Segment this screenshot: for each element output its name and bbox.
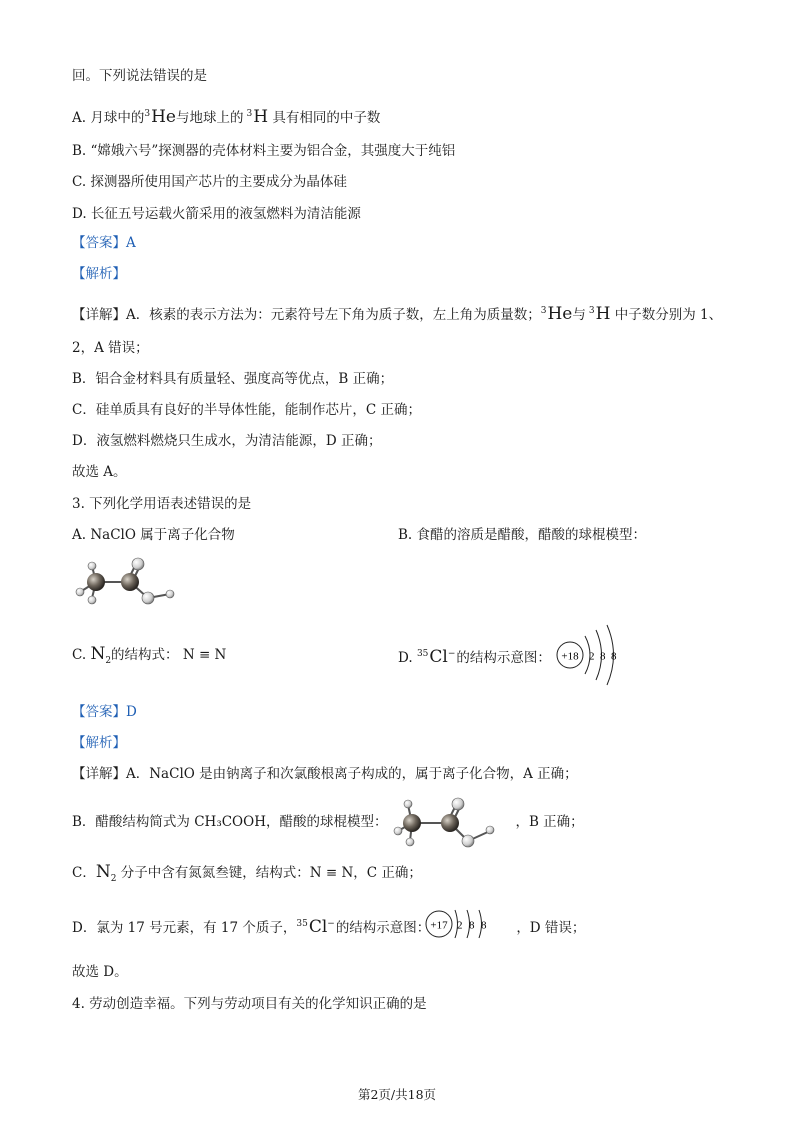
detail-d: D．液氢燃料燃烧只生成水，为清洁能源，D 正确； xyxy=(72,433,382,449)
acetic-acid-model-2 xyxy=(392,795,507,850)
analysis-label: 【解析】 xyxy=(72,266,126,282)
detail3-a: 【详解】A．NaClO 是由钠离子和次氯酸根离子构成的，属于离子化合物，A 正确； xyxy=(72,766,578,782)
detail3-d-prefix: D．氯为 17 号元素，有 17 个质子， xyxy=(72,920,297,936)
he-mass: 3 xyxy=(144,109,151,119)
h-symbol: H xyxy=(595,304,611,324)
detail-a-prefix: 【详解】A．核素的表示方法为：元素符号左下角为质子数，左上角为质量数； xyxy=(72,307,541,323)
cl-symbol: Cl xyxy=(308,917,328,937)
q3-option-d xyxy=(398,644,551,668)
page-footer: 第2页/共18页 xyxy=(357,1087,437,1102)
q3-option-c xyxy=(72,644,226,671)
n2-subscript: 2 xyxy=(110,874,117,884)
cl-mass: 35 xyxy=(296,919,308,929)
detail3-d-mid: 的结构示意图： xyxy=(335,920,431,936)
detail3-c xyxy=(72,862,422,889)
option-b: B. “嫦娥六号”探测器的壳体材料主要为铝合金，其强度大于纯铝 xyxy=(72,143,456,159)
detail3-d-suffix: ，D 错误； xyxy=(516,920,586,936)
he-mass: 3 xyxy=(540,306,547,316)
option-c: C. 探测器所使用国产芯片的主要成分为晶体硅 xyxy=(72,174,347,190)
shell-3-count: 8 xyxy=(481,919,487,932)
answer-label: 【答案】A xyxy=(72,235,136,251)
shell-1-count: 2 xyxy=(589,650,595,663)
n2-symbol: N xyxy=(90,644,106,664)
q3d-suffix: 的结构示意图： xyxy=(456,650,551,666)
q3c-prefix: C. xyxy=(72,647,91,663)
text-line: 回。下列说法错误的是 xyxy=(72,68,207,84)
he-symbol: He xyxy=(151,107,176,127)
nucleus-label: +17 xyxy=(430,919,448,932)
question-3: 3. 下列化学用语表述错误的是 xyxy=(72,496,252,512)
detail-a-line2: 2，A 错误； xyxy=(72,340,149,356)
q3c-mid: 的结构式： xyxy=(111,647,179,663)
q3d-prefix: D. xyxy=(398,650,417,666)
conclusion-3: 故选 D。 xyxy=(72,964,128,980)
h-mass: 3 xyxy=(588,306,595,316)
shell-2-count: 8 xyxy=(600,650,606,663)
ion-diagram-wrong xyxy=(555,622,625,688)
shell-1-count: 2 xyxy=(457,919,463,932)
conclusion: 故选 A。 xyxy=(72,464,127,480)
he-symbol: He xyxy=(547,304,573,324)
question-4: 4. 劳动创造幸福。下列与劳动项目有关的化学知识正确的是 xyxy=(72,996,427,1012)
shell-2-count: 8 xyxy=(469,919,475,932)
option-a-mid: 与地球上的 xyxy=(175,110,244,126)
analysis-label-3: 【解析】 xyxy=(72,735,126,751)
h-symbol: H xyxy=(253,107,269,127)
q3-option-a: A. NaClO 属于离子化合物 xyxy=(72,527,235,543)
q3-option-b: B. 食醋的溶质是醋酸，醋酸的球棍模型： xyxy=(398,527,647,543)
detail3-c-suffix: ，C 正确； xyxy=(353,865,422,881)
cl-charge: − xyxy=(447,649,456,659)
detail3-b-prefix: B．醋酸结构简式为 CH₃COOH，醋酸的球棍模型： xyxy=(72,814,388,830)
n2-structural-formula: N ≡ N xyxy=(182,647,227,663)
detail3-c-prefix: C． xyxy=(72,865,96,881)
detail-c: C．硅单质具有良好的半导体性能，能制作芯片，C 正确； xyxy=(72,402,421,418)
nucleus-label: +18 xyxy=(561,650,579,663)
n2-structural-formula: N ≡ N xyxy=(309,865,354,881)
detail3-d xyxy=(72,914,585,938)
answer-label-3: 【答案】D xyxy=(72,704,137,720)
option-d: D. 长征五号运载火箭采用的液氢燃料为清洁能源 xyxy=(72,206,361,222)
n2-subscript: 2 xyxy=(105,656,112,666)
cl-mass: 35 xyxy=(416,649,429,659)
h-mass: 3 xyxy=(246,109,253,119)
detail-a-mid: 与 xyxy=(572,307,586,323)
detail-b: B．铝合金材料具有质量轻、强度高等优点，B 正确； xyxy=(72,371,394,387)
n2-symbol: N xyxy=(95,862,111,882)
option-a-suffix: 具有相同的中子数 xyxy=(272,110,381,126)
acetic-acid-model-1 xyxy=(72,558,182,608)
shell-3-count: 8 xyxy=(611,650,617,663)
detail3-c-mid: 分子中含有氮氮叁键，结构式： xyxy=(120,865,310,881)
detail-a-suffix: 中子数分别为 1、 xyxy=(614,307,723,323)
option-a xyxy=(72,104,380,128)
detail-a xyxy=(72,301,722,325)
ion-diagram-correct xyxy=(424,902,504,946)
detail3-b-suffix: ，B 正确； xyxy=(515,814,584,830)
cl-symbol: Cl xyxy=(429,647,448,667)
cl-charge: − xyxy=(327,919,335,929)
option-a-prefix: A. 月球中的 xyxy=(72,110,145,126)
